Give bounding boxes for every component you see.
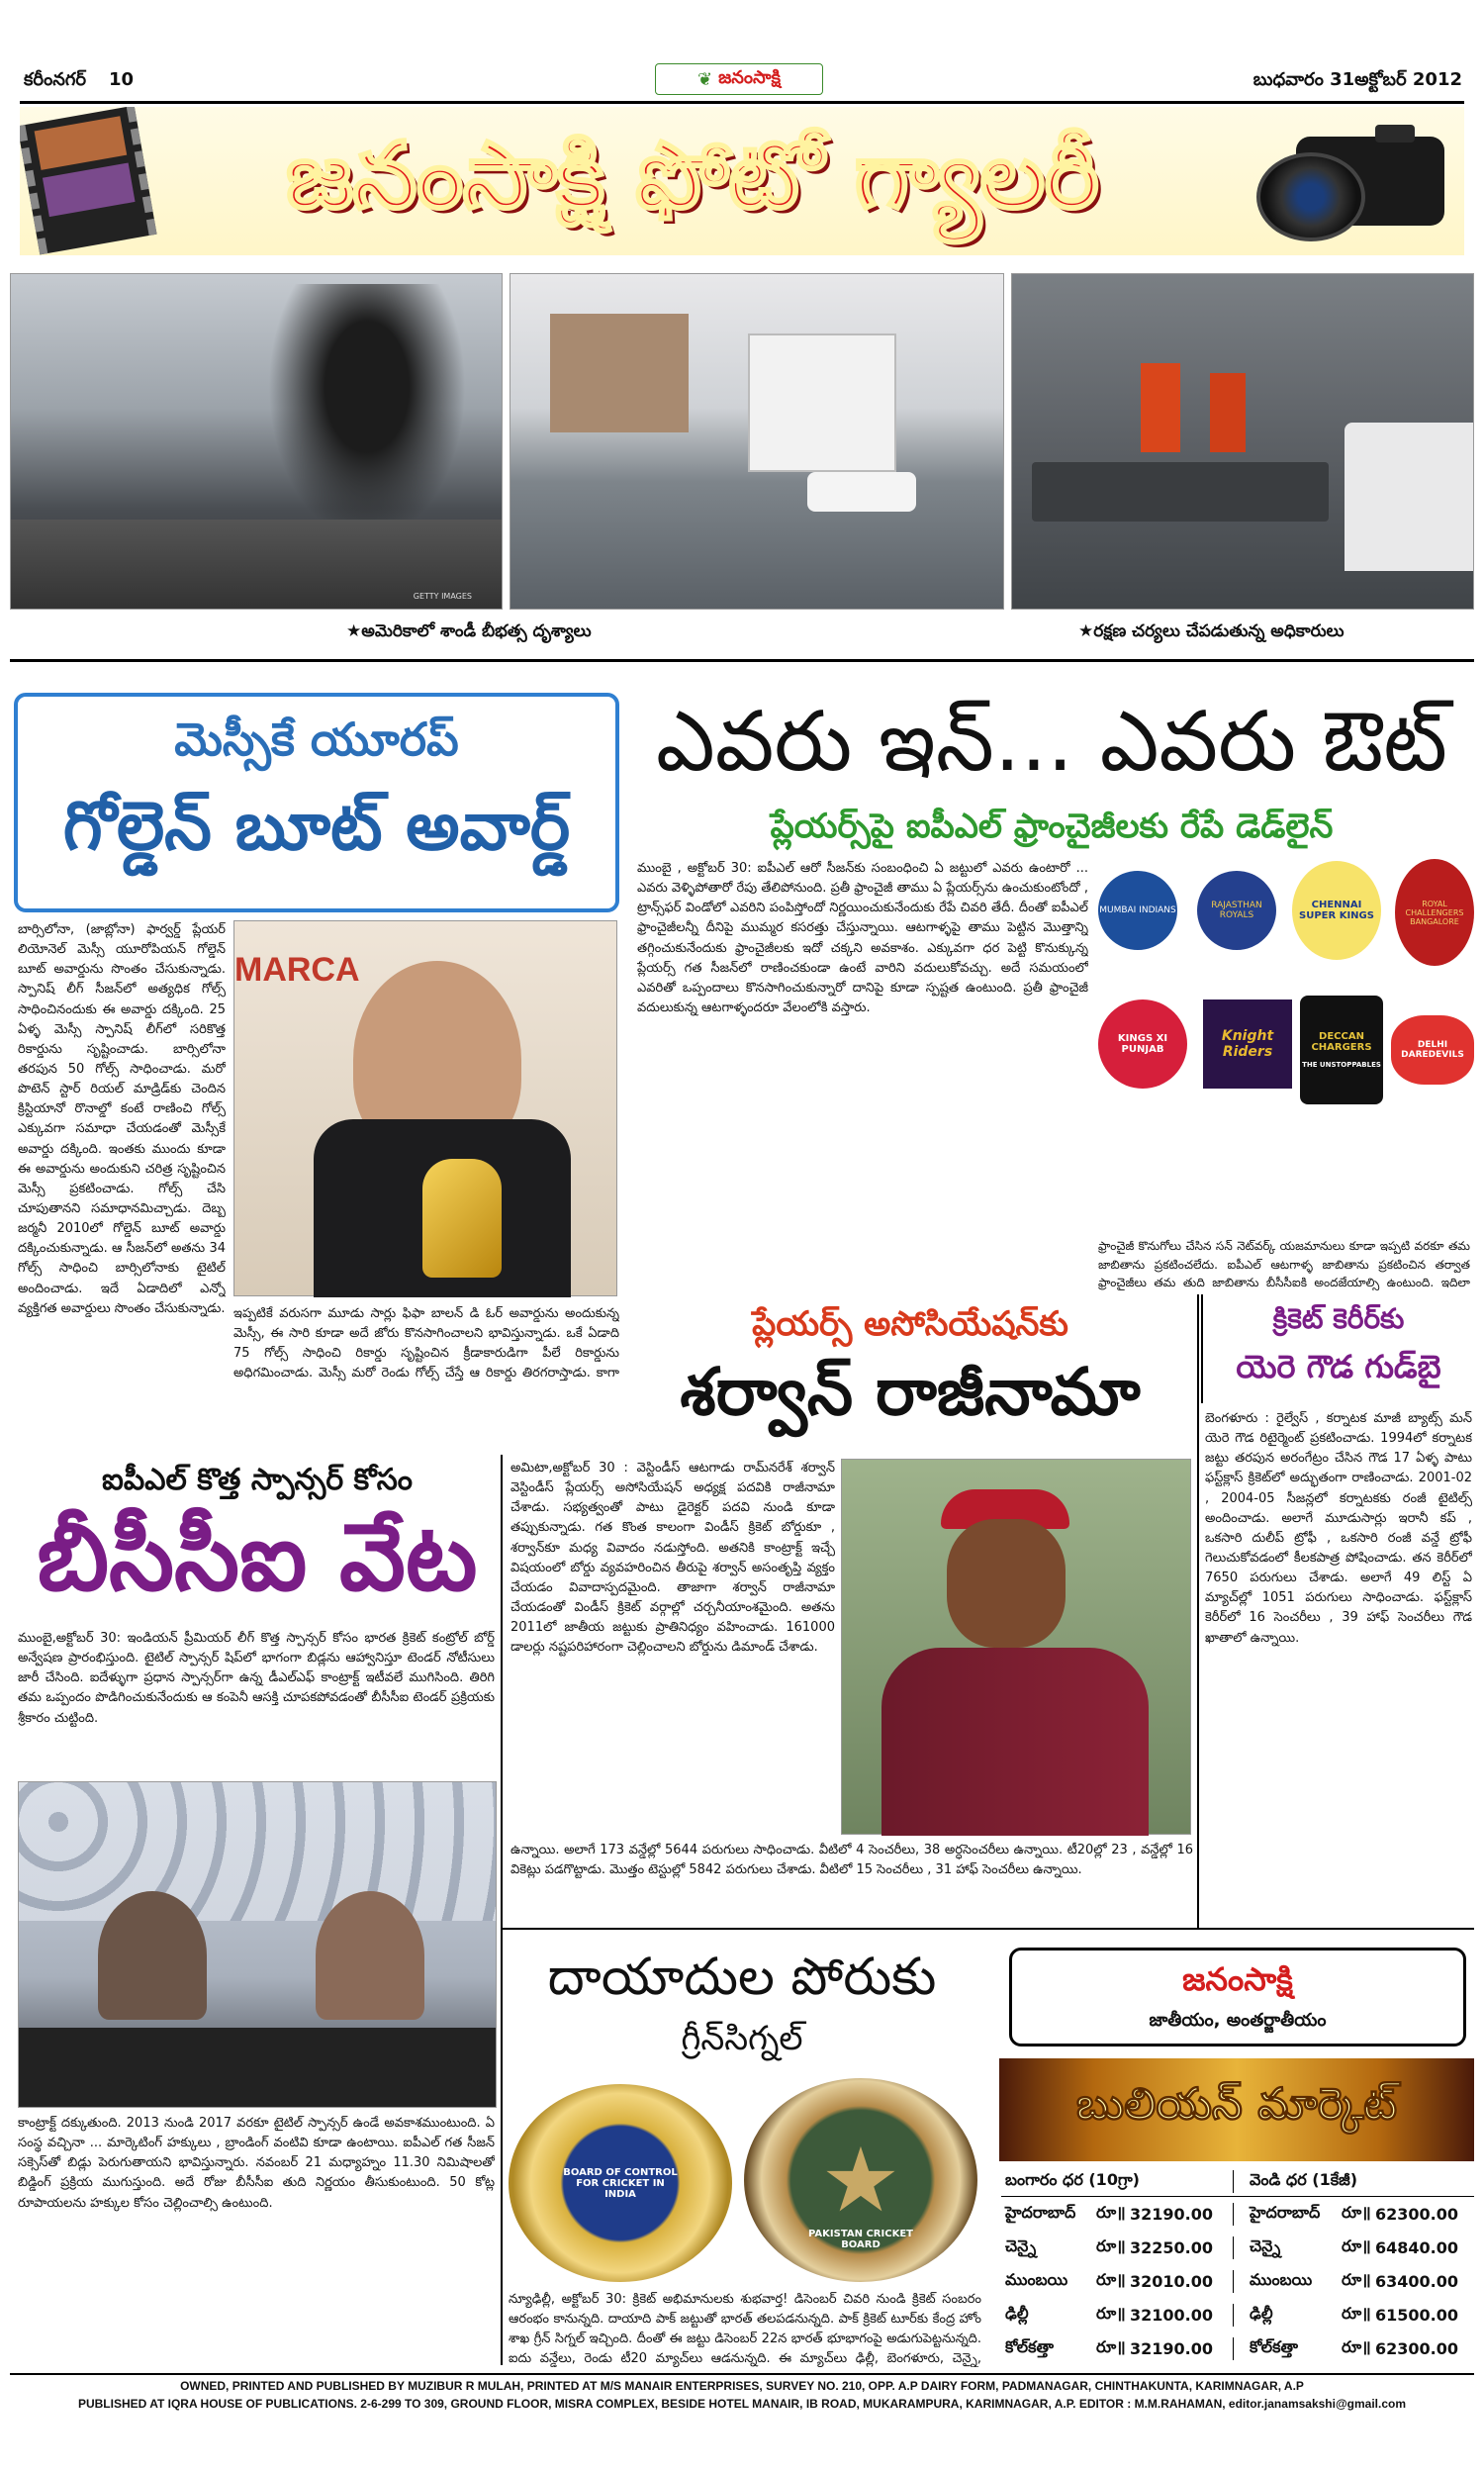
- silver-city: హైదరాబాద్: [1233, 2203, 1342, 2226]
- currency-symbol: రూ॥: [1342, 2269, 1371, 2289]
- film-strip: [20, 107, 157, 254]
- gallery-photo-rescue-boat: [1011, 273, 1474, 610]
- yere-kicker: క్రికెట్ కెరీర్‌కు: [1272, 1302, 1405, 1335]
- gold-price: 32250.00: [1130, 2237, 1214, 2257]
- pcb-text: PAKISTAN CRICKET BOARD: [808, 2229, 913, 2250]
- camera-icon: [1256, 117, 1454, 245]
- bcci-headline: బీసీసీఐ వేట: [37, 1504, 478, 1612]
- team-logo-mumbai: MUMBAI INDIANS: [1098, 871, 1177, 950]
- bullion-row: [1001, 2197, 1474, 2231]
- messi-body-col2: ఇప్పటికే వరుసగా మూడు సార్లు ఫిఫా బాలన్ డి ఓర్ అవార్డును అందుకున్న మెస్సీ, ఈ సారి కూడా అదే జోరు కొనసాగించాలని భావిస్తున్నాడు. ఒకే ఏడాది 75 గోల్స్ సాధించి రికార్డు సృష్టించిన క్రీడాకారుడిగా పీలే రికార్డును అధిగమించాడు. మెస్సీ మరో రెండు గోల్స్ చేస్తే ఆ రికార్డు తిరగరాస్తాడు. కాగా: [233, 1306, 619, 1381]
- sharwan-body-bottom: ఉన్నాయి. అలాగే 173 వన్డేల్లో 5644 పరుగులు సాధించాడు. వీటిలో 4 సెంచరీలు, 38 అర్ధసెంచరీలు ఉన్నాయి. టీ20ల్లో 23 , వన్డేల్లో 16 వికెట్లు పడగొట్టాడు. మొత్తం టెస్టుల్లో 5842 పరుగులు చేశాడు. వీటిలో 15 సెంచరీలు , 31 హాఫ్ సెంచరీలు ఉన్నాయి.: [510, 1843, 1193, 1878]
- currency-symbol: రూ॥: [1342, 2236, 1371, 2255]
- ipl-body-bottom: ఫ్రాంచైజీ కొనుగోలు చేసిన సన్ నెట్‌వర్క్ యజమానులు కూడా ఇప్పటి వరకూ తమ జాబితాను ప్రకటించలేదు. ఐపీఎల్ ఆటగాళ్ళ జాబితాను ప్రకటించిన తర్వాత ఫ్రాంచైజీలు తమ తుది జాబితాను బీసీసీఐకి అందజేయాల్సి ఉంటుంది. ఇదిలా: [1098, 1239, 1470, 1290]
- mid-rule: [503, 1928, 1474, 1930]
- team-logo-kolkata: Knight Riders: [1203, 999, 1292, 1089]
- pcb-star-icon: ★: [820, 2128, 901, 2233]
- silver-header: వెండి ధర (1కేజీ): [1233, 2170, 1470, 2193]
- messi-headline: గోల్డెన్ బూట్ అవార్డ్: [62, 788, 571, 866]
- bcci-press-photo: [18, 1781, 497, 2108]
- team-logo-bangalore: ROYAL CHALLENGERS BANGALORE: [1395, 859, 1474, 966]
- bullion-title: బులియన్ మార్కెట్: [1075, 2079, 1398, 2130]
- gallery-photo-storm-street: [10, 273, 503, 610]
- bullion-row: [1001, 2331, 1474, 2365]
- team-logo-deccan: DECCAN CHARGERS THE UNSTOPPABLES: [1300, 996, 1383, 1104]
- team-logo-delhi: DELHI DAREDEVILS: [1391, 1015, 1474, 1085]
- page-number: 10: [109, 69, 135, 90]
- bullion-table: [1001, 2167, 1474, 2367]
- yere-box: [1201, 1294, 1474, 1403]
- ipl-body: ముంబై , అక్టోబర్ 30: ఐపీఎల్ ఆరో సీజన్‌కు సంబంధించి ఏ జట్టులో ఎవరు ఉంటారో ... ఎవరు వెళ్ళిపోతారో రేపు తేలిపోనుంది. ప్రతీ ఫ్రాంచైజీ తాము ఏ ప్లేయర్స్‌ను ఉంచుకుంటోందో , ట్రాన్స్‌ఫర్ విండోలో ఎవరిని పంపిస్తోందో నిర్ణయించుకునేందుకు రేపే చివరి తేదీ. దీంతో ఐపీఎల్ ఫ్రాంచైజీలన్నీ దీనిపై ముమ్మర కసరత్తు చేస్తున్నాయి. ఆటగాళ్ళపై తాము పెట్టిన మొత్తాన్ని తగ్గించుకునేందుకు ఫ్రాంచైజీలకు ఇదో చక్కని అవకాశం. ఎక్కువగా ధర పెట్టి కొనుక్కున్న ప్లేయర్స్ గత సీజన్‌లో రాణించకుండా ఉంటే వారిని వదులుకోవచ్చు. అదే సమయంలో ఎవరితో ఒప్పందాలు కొనసాగించుకున్నారో దానిపై కూడా స్పష్టత ఉంటుంది. ప్రతీ ఫ్రాంచైజీ వదులుకున్న ఆటగాళ్ళందరూ వేలంలోకి వస్తారు.: [637, 861, 1088, 1015]
- messi-photo: MARCA: [233, 920, 617, 1296]
- masthead-logo: ❦ జనంసాక్షి: [655, 63, 823, 95]
- team-logo-rajasthan: RAJASTHAN ROYALS: [1197, 871, 1276, 950]
- promo-tagline: జాతీయం, అంతర్జాతీయం: [1149, 2009, 1327, 2031]
- currency-symbol: రూ॥: [1096, 2236, 1126, 2255]
- pak-body: న్యూఢిల్లీ, అక్టోబర్ 30: క్రికెట్ అభిమానులకు శుభవార్త! డిసెంబర్ చివరి నుండి క్రికెట్ సంబరం ఆరంభం కానున్నది. దాయాది పాక్ జట్టుతో భారత్ తలపడనున్నది. పాక్ క్రికెట్ టూర్‌కు కేంద్ర హోం శాఖ గ్రీన్ సిగ్నల్ ఇచ్చింది. దీంతో ఈ జట్టు డిసెంబర్ 22న భారత్ భూభాగంపై అడుగుపెట్టనున్నది. ఐదు వన్డేలు, రెండు టీ20 మ్యాచ్‌లు ఆడనున్నది. ఈ మ్యాచ్‌లు ఢిల్లీ, బెంగళూరు, చెన్నై,: [509, 2292, 981, 2367]
- pcb-emblem: [744, 2078, 977, 2282]
- gallery-title: జనంసాక్షి ఫోటో గ్యాలరీ: [286, 123, 1099, 229]
- currency-symbol: రూ॥: [1096, 2303, 1126, 2323]
- messi-headline-box: [14, 693, 619, 912]
- currency-symbol: రూ॥: [1096, 2269, 1126, 2289]
- silver-price: 62300.00: [1375, 2338, 1459, 2358]
- masthead-rule: [20, 101, 1464, 104]
- photo-credit: GETTY IMAGES: [413, 592, 472, 601]
- silver-price: 62300.00: [1375, 2204, 1459, 2224]
- promo-logo: జనంసాక్షి: [1182, 1959, 1293, 1998]
- currency-symbol: రూ॥: [1342, 2336, 1371, 2356]
- sharwan-body: అమిటా,అక్టోబర్ 30 : వెస్టిండీస్ ఆటగాడు రామ్‌నరేశ్ శర్వాన్ వెస్టిండీస్ ప్లేయర్స్ అసోసియేషన్ అధ్యక్ష పదవికి రాజీనామా చేశాడు. సభ్యత్వంతో పాటు డైరెక్టర్ పదవి నుండి కూడా తప్పుకున్నాడు. గత కొంత కాలంగా విండీస్ క్రికెట్ బోర్డుకూ , శర్వాన్‌కూ మధ్య వివాదం నడుస్తోంది. అతనికి కాంట్రాక్ట్ ఇచ్చే విషయంలో బోర్డు వ్యవహరించిన తీరుపై శర్వాన్ అసంతృప్తి వ్యక్తం చేయడం వివాదాస్పదమైంది. తాజాగా శర్వాన్ రాజీనామా చేయడంతో విండీస్ క్రికెట్ వర్గాల్లో చర్చనీయాంశమైంది. అతను 2011లో జాతీయ జట్టుకు ప్రాతినిధ్యం వహించాడు. 161000 డాలర్లు నష్టపరిహారంగా చెల్లించాలని బోర్డును డిమాండ్ చేశాడు.: [510, 1461, 835, 1656]
- silver-city: ఢిల్లీ: [1233, 2304, 1342, 2327]
- silver-price: 61500.00: [1375, 2305, 1459, 2325]
- caption-storm: ★అమెరికాలో శాండీ బీభత్స దృశ్యాలు: [346, 621, 592, 641]
- sharwan-headline: శర్వాన్ రాజీనామా: [680, 1354, 1141, 1430]
- bullion-banner: [999, 2058, 1474, 2161]
- caption-rescue: ★రక్షణ చర్యలు చేపడుతున్న అధికారులు: [1078, 621, 1345, 641]
- bcci-seal-text: BOARD OF CONTROL FOR CRICKET IN INDIA: [563, 2166, 678, 2200]
- bcci-kicker: ఐపీఎల్ కొత్త స్పాన్సర్ కోసం: [102, 1463, 413, 1497]
- footer-line-2: PUBLISHED AT IQRA HOUSE OF PUBLICATIONS. 2-6-299 TO 309, GROUND FLOOR, MISRA COMPLEX, BESIDE HOTEL MANAIR, IB ROAD, MUKARAMPURA, KARIMNAGAR, A.P. EDITOR : M.M.RAHAMAN, editor.janamsakshi@gmail.com: [77, 2397, 1407, 2411]
- silver-city: ముంబయి: [1233, 2270, 1342, 2293]
- bullion-row: [1001, 2298, 1474, 2331]
- bcci-seal: [509, 2084, 732, 2282]
- yere-headline: యెరె గౌడ గుడ్‌బై: [1236, 1348, 1441, 1385]
- gold-price: 32190.00: [1130, 2338, 1214, 2358]
- bcci-body-bottom: కాంట్రాక్ట్ దక్కుతుంది. 2013 నుండి 2017 వరకూ టైటిల్ స్పాన్సర్ ఉండే అవకాశముంటుంది. ఏ సంస్థ వచ్చినా ... మార్కెటింగ్ హక్కులు , బ్రాండింగ్ వంటివి కూడా ఉంటాయి. ఐపీఎల్ గత సీజన్ సక్సెస్‌తో బిడ్లు పెరుగుతాయని భావిస్తున్నారు. నవంబర్ 21 మధ్యాహ్నం 11.30 నిమిషాలతో బిడ్డింగ్ ప్రక్రియ ముగుస్తుంది. అదే రోజు బీసీసీఐ తుది నిర్ణయం తీసుకుంటుంది. 50 కోట్ల రూపాయలను హక్కుల కోసం చెల్లించాల్సి ఉంటుంది.: [18, 2116, 495, 2211]
- masthead: [22, 61, 1462, 101]
- yere-divider: [1197, 1294, 1199, 1928]
- currency-symbol: రూ॥: [1096, 2202, 1126, 2222]
- currency-symbol: రూ॥: [1342, 2202, 1371, 2222]
- messi-kicker: మెస్సీకే యూరప్: [174, 713, 459, 766]
- silver-price: 64840.00: [1375, 2237, 1459, 2257]
- footer-line-1: OWNED, PRINTED AND PUBLISHED BY MUZIBUR R MULAH, PRINTED AT M/S MANAIR ENTERPRISES, SURVEY NO. 210, OPP. A.P DAIRY FORM, PADMANAGAR, CHINTHAKUNTA, KARIMNAGAR, A.P: [180, 2379, 1304, 2393]
- gold-price: 32190.00: [1130, 2204, 1214, 2224]
- gold-city: చెన్నై: [1005, 2236, 1037, 2255]
- silver-city: కోల్‌కత్తా: [1233, 2337, 1342, 2360]
- gold-city: ఢిల్లీ: [1005, 2303, 1029, 2323]
- section-rule: [10, 659, 1474, 662]
- issue-date: బుధవారం 31అక్టోబర్ 2012: [1252, 69, 1462, 90]
- messi-body-col1: బార్సిలోనా, (జాబ్లోనా) ఫార్వర్డ్ ప్లేయర్ లియోనెల్ మెస్సీ యూరోపియన్ గోల్డెన్ బూట్ అవార్డును సొంతం చేసుకున్నాడు. స్పానిష్ లీగ్ సీజన్‌లో అత్యధిక గోల్స్ సాధించినందుకు ఈ అవార్డు దక్కింది. 25 ఏళ్ళ మెస్సీ స్పానిష్ లీగ్‌లో సరికొత్త రికార్డును సృష్టించాడు. బార్సిలోనా తరపున 50 గోల్స్ సాధించాడు. మరో పొటెన్ స్టార్ రియల్ మాడ్రిడ్‌కు చెందిన క్రిస్టియానో రొనాల్డో కంటే రాణించి గోల్స్ ఎక్కువగా సమాధా చేయడంతో మెస్సీకే అవార్డు దక్కింది. ఇంతకు ముందు కూడా ఈ అవార్డును అందుకుని చరిత్ర సృష్టించిన మెస్సీ ప్రకటించాడు. గోల్స్ చేసి చూపుతానని సమాధానమిచ్చాడు. దెబ్బ జర్మనీ 2010లో గోల్డెన్ బూట్ అవార్డు దక్కించుకున్నాడు. ఆ సీజన్‌లో అతను 34 గోల్స్ సాధించి బార్సిలోనాకు టైటిల్ అందించాడు. ఇదే ఏడాదిలో ఎన్నో వ్యక్తిగత అవార్డులు సొంతం చేసుకున్నాడు.: [18, 922, 226, 1316]
- edition-name: కరీంనగర్: [24, 69, 86, 90]
- ipl-headline: ఎవరు ఇన్... ఎవరు ఔట్: [656, 693, 1447, 790]
- footer-rule: [10, 2373, 1474, 2375]
- team-logo-chennai: CHENNAI SUPER KINGS: [1292, 861, 1381, 960]
- pak-headline: దాయాదుల పోరుకు: [547, 1948, 937, 2007]
- ipl-subhead: ప్లేయర్స్‌పై ఐపీఎల్ ఫ్రాంచైజీలకు రేపే డెడ్‌లైన్: [770, 807, 1334, 846]
- gold-price: 32100.00: [1130, 2305, 1214, 2325]
- pak-subhead: గ్రీన్‌సిగ్నల్: [681, 2019, 803, 2058]
- bullion-row: [1001, 2264, 1474, 2298]
- gallery-photo-flooded-houses: [510, 273, 1004, 610]
- promo-box: [1009, 1948, 1466, 2046]
- gold-city: కోల్‌కత్తా: [1005, 2336, 1054, 2356]
- team-logo-punjab: KINGS XI PUNJAB: [1098, 999, 1187, 1089]
- bcci-body-top: ముంబై,అక్టోబర్ 30: ఇండియన్ ప్రీమియర్ లీగ్ కొత్త స్పాన్సర్ కోసం భారత క్రికెట్ కంట్రోల్ బోర్డ్ అన్వేషణ ప్రారంభిస్తుంది. టైటిల్ స్పాన్సర్ షిప్‌లో భాగంగా బిడ్లను ఆహ్వానిస్తూ టెండర్ నోటీసులు జారీ చేసింది. ఐదేళ్ళుగా ప్రధాన స్పాన్సర్‌గా ఉన్న డీఎల్‌ఎఫ్ కాంట్రాక్ట్ ఇటీవలే ముగిసింది. తిరిగి తమ ఒప్పందం పొడిగించుకునేందుకు ఆ కంపెనీ ఆసక్తి చూపకపోవడంతో బీసీసీఐ టెండర్ ప్రక్రియకు శ్రీకారం చుట్టింది.: [18, 1631, 495, 1726]
- ipl-team-logos: [1098, 871, 1474, 1237]
- silver-city: చెన్నై: [1233, 2236, 1342, 2259]
- currency-symbol: రూ॥: [1342, 2303, 1371, 2323]
- gold-header: బంగారం ధర (10గ్రా): [1005, 2170, 1140, 2189]
- sharwan-photo: [841, 1459, 1191, 1835]
- leaf-icon: ❦: [697, 68, 713, 90]
- bullion-row: [1001, 2231, 1474, 2264]
- bcci-divider: [501, 1455, 503, 2365]
- currency-symbol: రూ॥: [1096, 2336, 1126, 2356]
- sharwan-kicker: ప్లేయర్స్ అసోసియేషన్‌కు: [752, 1304, 1068, 1344]
- gold-city: హైదరాబాద్: [1005, 2202, 1076, 2222]
- silver-price: 63400.00: [1375, 2271, 1459, 2291]
- yere-body: బెంగళూరు : రైల్వేస్ , కర్నాటక మాజీ బ్యాట్స్ మన్ యెరె గౌడ రిటైర్మెంట్ ప్రకటించాడు. 1994లో కర్నాటక జట్టు తరపున అరంగేట్రం చేసిన గౌడ 17 ఏళ్ళ పాటు ఫస్ట్‌క్లాస్ క్రికెట్‌లో అద్భుతంగా రాణించాడు. 2001-02 , 2004-05 సీజన్లలో కర్నాటకకు రంజీ టైటిల్స్ అందించాడు. అలాగే మూడుసార్లు ఇరానీ కప్ , ఒకసారి దులీప్ ట్రోఫీ , ఒకసారి రంజీ వన్డే ట్రోఫీ గెలుచుకోవడంలో కీలకపాత్ర పోషించాడు. తన కెరీర్‌లో 7650 పరుగులు చేశాడు. అలాగే 49 లిస్ట్ ఏ మ్యాచ్‌ల్లో 1051 పరుగులు సాధించాడు. ఫస్ట్‌క్లాస్ కెరీర్‌లో 16 సెంచరీలు , 39 హాఫ్ సెంచరీలు గౌడ ఖాతాలో ఉన్నాయి.: [1205, 1411, 1472, 1646]
- gold-price: 32010.00: [1130, 2271, 1214, 2291]
- gallery-banner: [20, 107, 1464, 255]
- gold-city: ముంబయి: [1005, 2269, 1068, 2289]
